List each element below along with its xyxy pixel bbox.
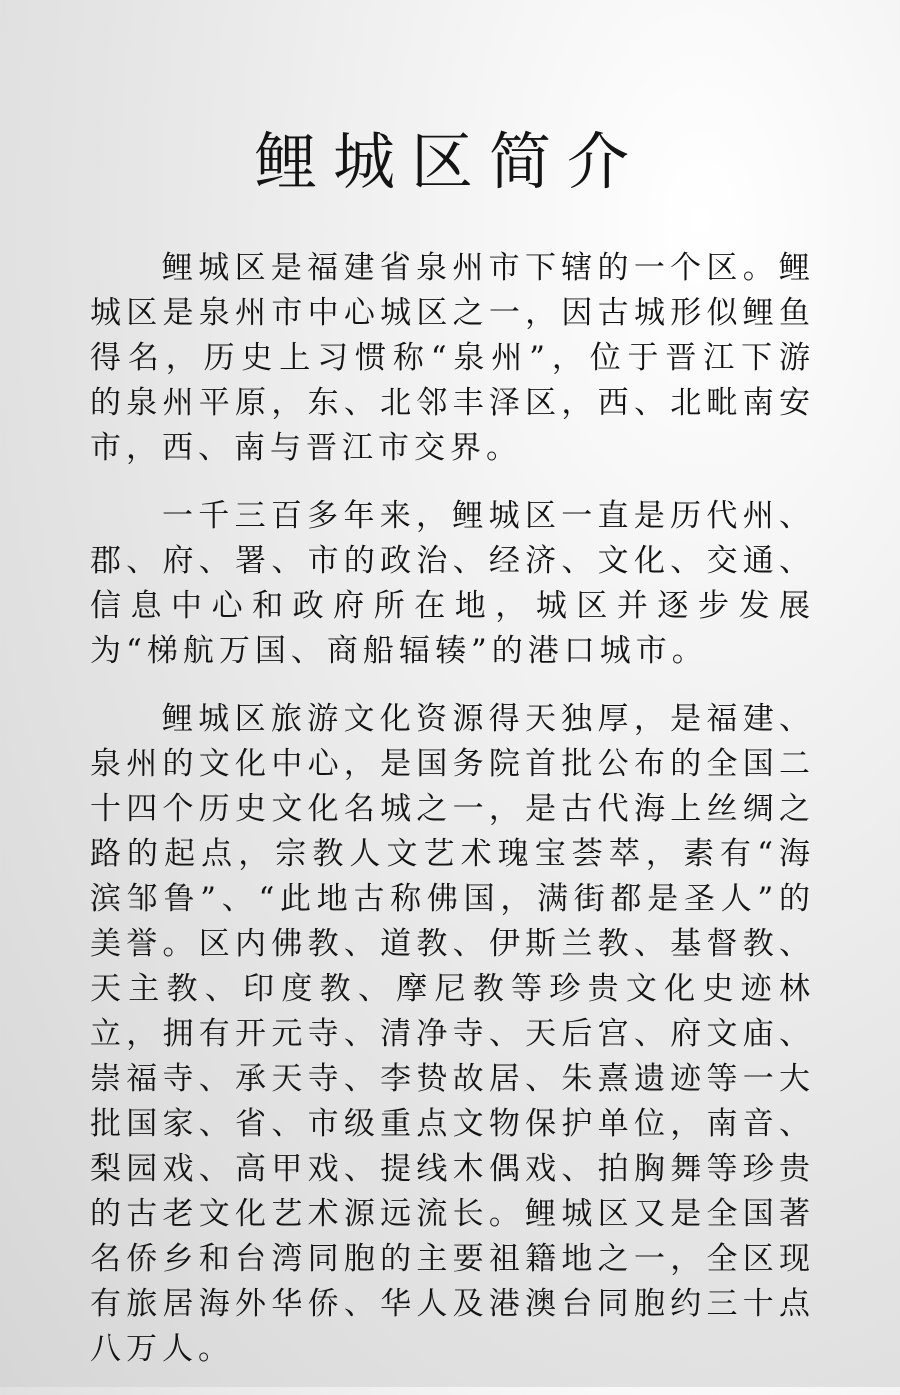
body-text <box>90 246 815 1395</box>
paragraph-3: 鲤城区旅游文化资源得天独厚，是福建、泉州的文化中心，是国务院首批公布的全国二十四个历史文化名城之一，是古代海上丝绸之路的起点，宗教人文艺术瑰宝荟萃，素有“海滨邹鲁”、“此地古称佛国，满街都是圣人”的美誉。区内佛教、道教、伊斯兰教、基督教、天主教、印度教、摩尼教等珍贵文化史迹林立，拥有开元寺、清净寺、天后宫、府文庙、崇福寺、承天寺、李贽故居、朱熹遗迹等一大批国家、省、市级重点文物保护单位，南音、梨园戏、高甲戏、提线木偶戏、拍胸舞等珍贵的古老文化艺术源远流长。鲤城区又是全国著名侨乡和台湾同胞的主要祖籍地之一，全区现有旅居海外华侨、华人及港澳台同胞约三十点八万人。 <box>90 701 815 1367</box>
page-title: 鲤城区简介 <box>254 125 645 198</box>
paragraph-2: 一千三百多年来，鲤城区一直是历代州、郡、府、署、市的政治、经济、文化、交通、信息中心和政府所在地，城区并逐步发展为“梯航万国、商船辐辏”的港口城市。 <box>90 498 815 669</box>
paragraph-1: 鲤城区是福建省泉州市下辖的一个区。鲤城区是泉州市中心城区之一，因古城形似鲤鱼得名，历史上习惯称“泉州”，位于晋江下游的泉州平原，东、北邻丰泽区，西、北毗南安市，西、南与晋江市交界。 <box>90 250 815 466</box>
